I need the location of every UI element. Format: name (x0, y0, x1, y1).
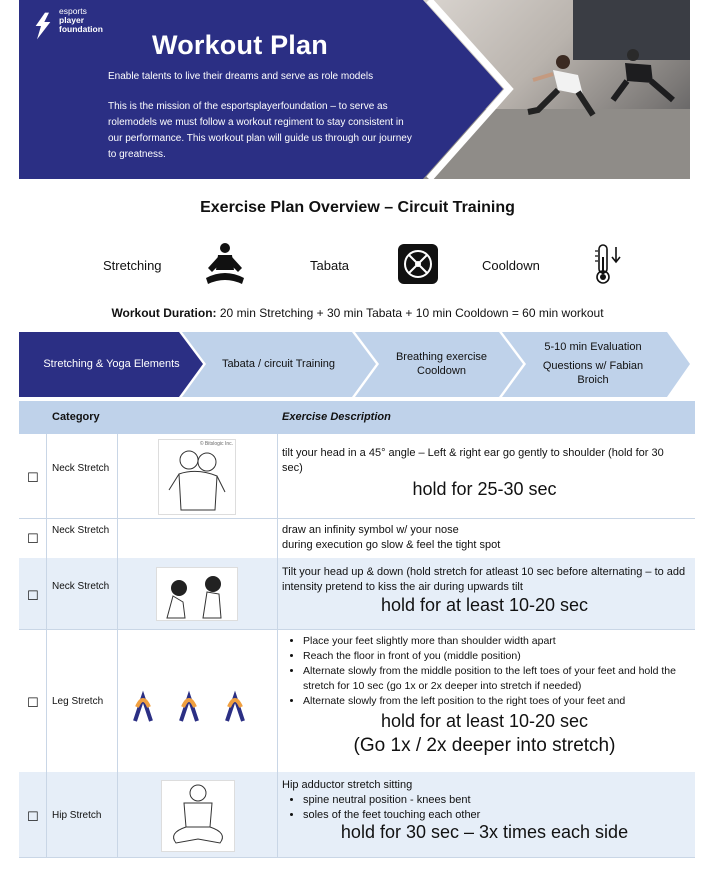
row-checkbox[interactable]: ☐ (27, 470, 39, 485)
process-step-1: Stretching & Yoga Elements (43, 358, 180, 370)
workout-duration (0, 306, 715, 320)
hold-duration: hold for 30 sec – 3x times each side (340, 822, 629, 842)
meditation-icon (202, 242, 248, 286)
hip-stretch-illustration (161, 780, 235, 852)
bullet-item: • Alternate slowly from the left position to the right toes of your feet and (303, 694, 687, 709)
row-checkbox[interactable]: ☐ (27, 695, 39, 710)
row-checkbox[interactable]: ☐ (27, 809, 39, 824)
mission-text: This is the mission of the esportsplayerfoundation – to serve as rolemodels we must follow a workout regiment to stay consistent in our performance. This workout plan will guide us through our journey to greatness. (108, 101, 412, 160)
tabata-icon (398, 244, 438, 284)
row-category: Hip Stretch (52, 810, 102, 821)
phase-row (0, 240, 715, 290)
row-description: Hip adductor stretch sitting • spine neutral position - knees bent • soles of the feet touching each other hold for 30 sec – 3x times each side (282, 778, 687, 840)
table-row (19, 772, 695, 858)
bullet-item: • spine neutral position - knees bent (303, 793, 687, 808)
table-row (19, 434, 695, 519)
col-description: Exercise Description (282, 411, 391, 423)
row-description: Tilt your head up & down (hold stretch for atleast 10 sec before alternating – to add intensity pretend to kiss the air during upwards tilt hold for at least 10-20 sec (282, 566, 686, 615)
phase-stretching-label: Stretching (103, 258, 162, 273)
hold-duration: hold for 25-30 sec (412, 479, 557, 499)
phase-tabata-label: Tabata (310, 258, 350, 273)
thermometer-icon (593, 243, 623, 285)
row-category: Neck Stretch (52, 581, 110, 592)
row-category: Leg Stretch (52, 696, 104, 707)
process-step-4: 5-10 min Evaluation Questions w/ Fabian Broich (542, 341, 644, 386)
table-row (19, 629, 695, 773)
row-description (282, 634, 687, 758)
row-description: tilt your head in a 45° angle – Left & right ear go gently to shoulder (hold for 30 sec) hold for 25-30 sec (282, 446, 687, 497)
process-step-3: Breathing exercise Cooldown (395, 351, 488, 377)
hold-note: (Go 1x / 2x deeper into stretch) (353, 735, 616, 756)
phase-cooldown-label: Cooldown (482, 258, 540, 273)
page-title: Workout Plan (152, 30, 328, 60)
col-category: Category (52, 411, 100, 423)
row-checkbox[interactable]: ☐ (27, 588, 39, 603)
duration-label: Workout Duration: (111, 306, 217, 320)
head-tilt-illustration (156, 567, 238, 621)
bullet-item: • soles of the feet touching each other (303, 808, 687, 823)
brand-logo-text: esports player foundation (59, 6, 103, 34)
hold-duration: hold for at least 10-20 sec (380, 711, 589, 731)
header-banner (19, 0, 690, 179)
process-steps (19, 332, 690, 397)
page-subtitle: Enable talents to live their dreams and serve as role models (108, 71, 374, 82)
table-header (19, 401, 695, 434)
duration-text: 20 min Stretching + 30 min Tabata + 10 min Cooldown = 60 min workout (216, 306, 604, 320)
overview-title: Exercise Plan Overview – Circuit Training (200, 199, 515, 216)
row-description: draw an infinity symbol w/ your nose during execution go slow & feel the tight spot (282, 524, 501, 551)
bullet-item: • Reach the floor in front of you (middle position) (303, 649, 687, 664)
bullet-item: • Place your feet slightly more than shoulder width apart (303, 634, 687, 649)
process-step-2: Tabata / circuit Training (221, 358, 336, 370)
row-category: Neck Stretch (52, 525, 110, 536)
row-checkbox[interactable]: ☐ (27, 531, 39, 546)
bullet-item: • Alternate slowly from the middle position to the left toes of your feet and hold the stretch for 10 sec (go 1x or 2x deeper into stretch if needed) (303, 664, 687, 694)
hold-duration: hold for at least 10-20 sec (380, 595, 589, 615)
brand-logo-icon (33, 7, 53, 45)
row-category: Neck Stretch (52, 463, 110, 474)
leg-stretch-illustration (129, 689, 269, 725)
neck-stretch-illustration: © Bitslogic Inc. (158, 439, 236, 515)
table-row (19, 518, 695, 559)
table-row (19, 558, 695, 630)
